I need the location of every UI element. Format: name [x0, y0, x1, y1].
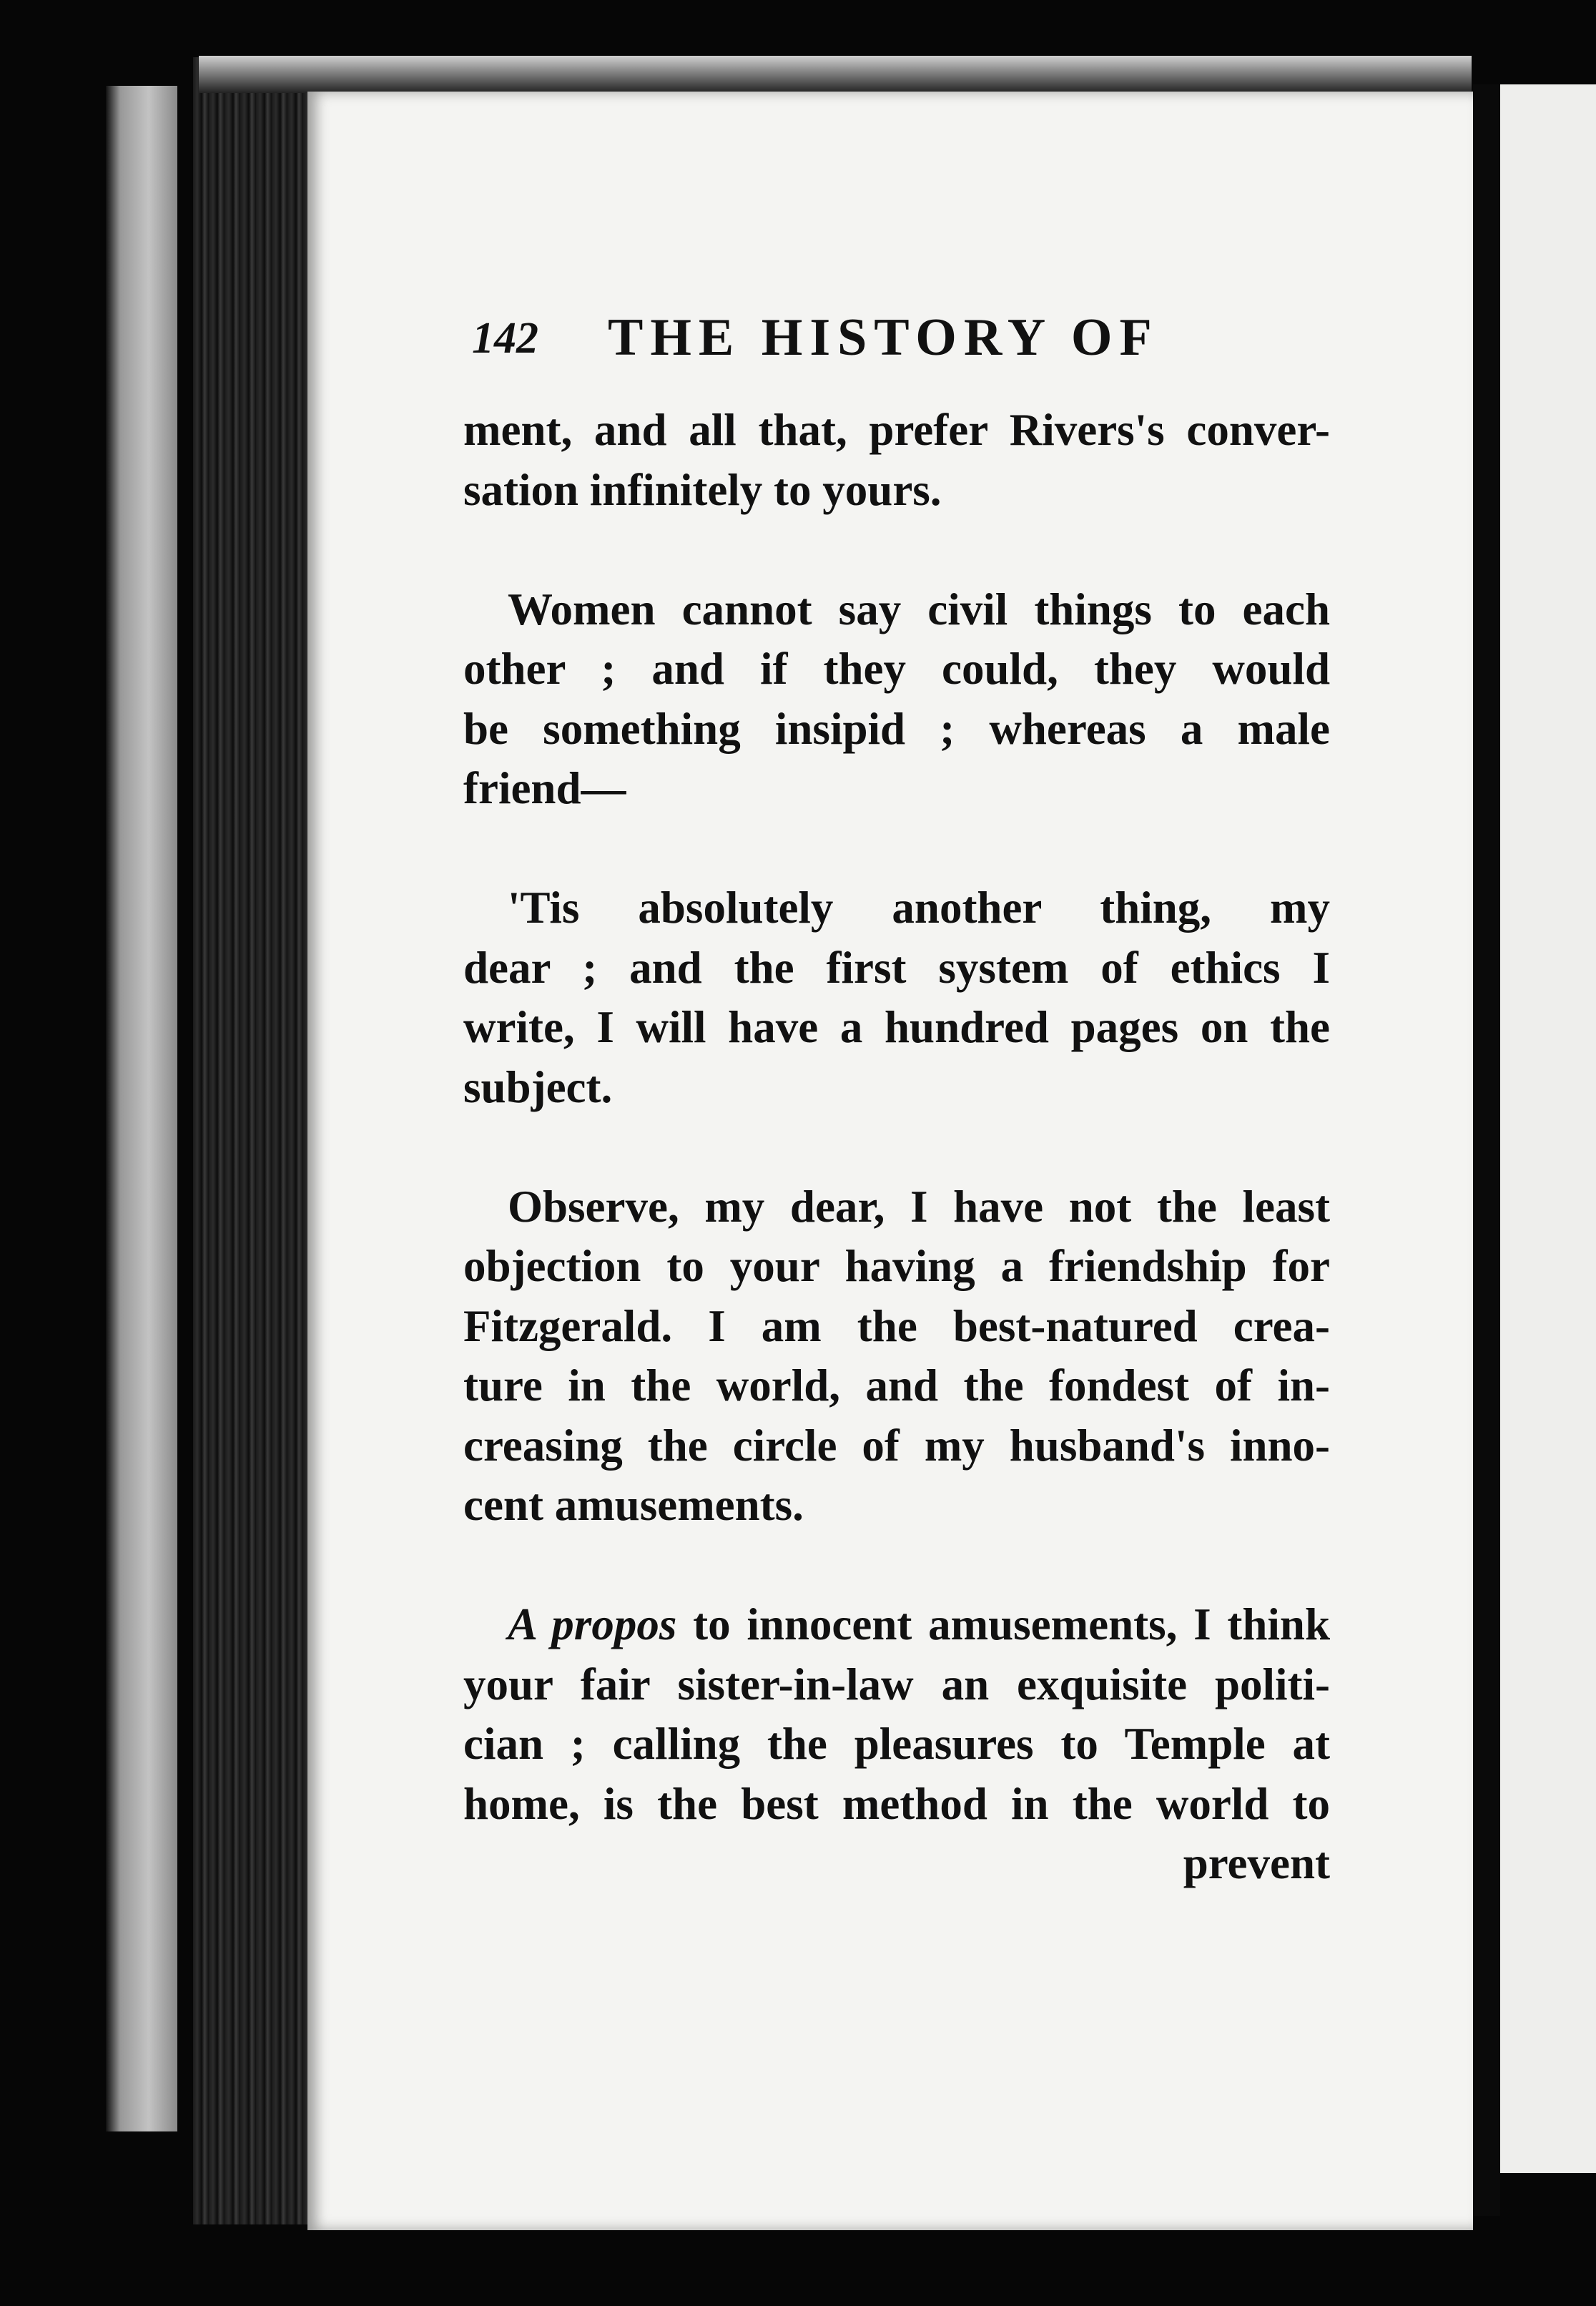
text-line: objection to your having a friendship for	[463, 1241, 1330, 1291]
text-line: subject.	[463, 1061, 613, 1112]
text-line: cent amusements.	[463, 1480, 804, 1530]
book-top-edge	[199, 56, 1472, 93]
text-line: ture in the world, and the fondest of in-	[463, 1360, 1330, 1410]
italic-phrase: A propos	[508, 1599, 677, 1649]
text-line: Observe, my dear, I have not the least	[508, 1181, 1330, 1232]
running-head: THE HISTORY OF	[608, 308, 1159, 367]
text-line-rest: to innocent amusements, I think	[676, 1599, 1330, 1649]
book-gutter	[1473, 84, 1500, 2216]
text-line: dear ; and the first system of ethics I	[463, 942, 1330, 993]
text-line: 'Tis absolutely another thing, my	[508, 883, 1330, 933]
text-line: home, is the best method in the world to	[463, 1778, 1330, 1829]
text-line: other ; and if they could, they would	[463, 644, 1330, 694]
page-header	[472, 308, 1330, 372]
text-line: cian ; calling the pleasures to Temple at	[463, 1719, 1330, 1769]
text-line: your fair sister-in-law an exquisite politi-	[463, 1659, 1330, 1709]
text-line: Women cannot say civil things to each	[508, 584, 1330, 634]
text-line: be something insipid ; whereas a male	[463, 703, 1330, 754]
catchword: prevent	[1183, 1838, 1330, 1888]
book-fore-edge	[106, 86, 177, 2131]
text-line	[463, 1595, 1330, 1655]
text-line: creasing the circle of my husband's inno-	[463, 1420, 1330, 1471]
body-text	[463, 401, 1330, 1894]
text-line: ment, and all that, prefer Rivers's conver-	[463, 405, 1330, 455]
text-line: sation infinitely to yours.	[463, 464, 942, 515]
text-line: write, I will have a hundred pages on the	[463, 1002, 1330, 1052]
text-line: friend—	[463, 763, 626, 813]
facing-page	[1500, 84, 1596, 2173]
page-number: 142	[472, 314, 538, 363]
book-page-edges	[193, 57, 315, 2224]
text-line: Fitzgerald. I am the best-natured crea-	[463, 1300, 1330, 1351]
